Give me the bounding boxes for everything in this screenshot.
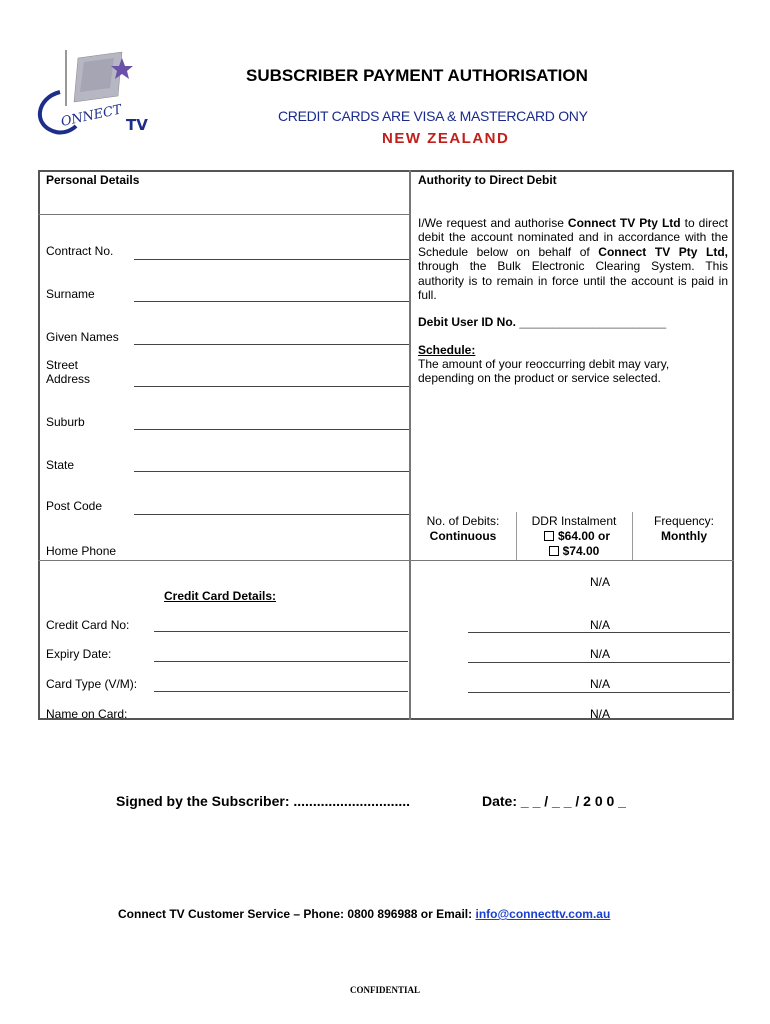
section-divider	[38, 560, 734, 561]
schedule-divider-2	[632, 512, 633, 560]
state-label: State	[46, 458, 75, 472]
contract-field[interactable]	[134, 259, 409, 260]
post-code-label: Post Code	[46, 499, 103, 513]
expiry-date-field[interactable]	[154, 661, 408, 662]
email-link[interactable]: info@connecttv.com.au	[475, 907, 611, 921]
street-label: Street	[46, 358, 79, 372]
ddr-instalment-cell	[520, 514, 628, 559]
na-value: N/A	[589, 618, 610, 632]
frequency-cell	[636, 514, 732, 544]
customer-service-footer: Connect TV Customer Service – Phone: 0800 896988 or Email: info@connecttv.com.au	[118, 907, 611, 921]
confidential-label: CONFIDENTIAL	[349, 985, 420, 995]
svg-text:TV: TV	[126, 116, 148, 134]
authority-heading: Authority to Direct Debit	[418, 173, 557, 187]
na-value: N/A	[589, 647, 610, 661]
na-line	[468, 692, 730, 693]
given-names-field[interactable]	[134, 344, 409, 345]
na-line	[468, 662, 730, 663]
personal-header-divider	[38, 214, 410, 215]
no-of-debits-cell	[414, 514, 512, 544]
card-type-label: Card Type (V/M):	[46, 677, 138, 691]
expiry-date-label: Expiry Date:	[46, 647, 112, 661]
ddr-option-74[interactable]: $74.00	[520, 544, 628, 559]
credit-card-heading: Credit Card Details:	[164, 589, 277, 603]
svg-text:ONNECT: ONNECT	[59, 102, 124, 130]
credit-card-no-label: Credit Card No:	[46, 618, 130, 632]
address-label: Address	[46, 372, 91, 386]
country-heading: NEW ZEALAND	[382, 130, 510, 147]
column-divider	[409, 170, 411, 720]
schedule-divider-1	[516, 512, 517, 560]
subscriber-signature-line[interactable]: Signed by the Subscriber: ..............................	[116, 793, 411, 809]
debit-user-id: Debit User ID No. ______________________	[418, 315, 667, 329]
suburb-label: Suburb	[46, 415, 85, 429]
checkbox-icon[interactable]	[549, 546, 559, 556]
surname-field[interactable]	[134, 301, 409, 302]
no-of-debits-value: Continuous	[429, 529, 497, 543]
ddr-option-64[interactable]: $64.00 or	[520, 529, 628, 544]
contract-label: Contract No.	[46, 244, 114, 258]
na-value: N/A	[589, 707, 610, 721]
home-phone-label: Home Phone	[46, 544, 117, 558]
na-line	[468, 632, 730, 633]
checkbox-icon[interactable]	[544, 531, 554, 541]
personal-details-heading: Personal Details	[46, 173, 140, 187]
street-address-field[interactable]	[134, 386, 409, 387]
na-value: N/A	[589, 677, 610, 691]
given-names-label: Given Names	[46, 330, 119, 344]
state-field[interactable]	[134, 471, 409, 472]
suburb-field[interactable]	[134, 429, 409, 430]
schedule-text: The amount of your reoccurring debit may vary, depending on the product or service selected.	[418, 357, 670, 386]
authority-paragraph: I/We request and authorise Connect TV Pty Ltd to direct debit the account nominated and in accordance with the Schedule below on behalf of Connect TV Pty Ltd, through the Bulk Electronic Clearing System. This authority is to remain in force until the account is paid in full.	[418, 216, 728, 303]
frequency-value: Monthly	[661, 529, 707, 543]
no-of-debits-label: No. of Debits:	[426, 514, 500, 528]
signature-date-line[interactable]: Date: _ _ / _ _ / 2 0 0 _	[482, 793, 626, 809]
post-code-field[interactable]	[134, 514, 409, 515]
surname-label: Surname	[46, 287, 95, 301]
ddr-instalment-label: DDR Instalment	[531, 514, 617, 528]
schedule-heading: Schedule:	[418, 343, 476, 357]
credit-card-no-field[interactable]	[154, 631, 408, 632]
na-value: N/A	[589, 575, 610, 589]
frequency-label: Frequency:	[653, 514, 715, 528]
card-types-subtitle: CREDIT CARDS ARE VISA & MASTERCARD ONY	[278, 108, 588, 124]
name-on-card-label: Name on Card:	[46, 707, 128, 721]
card-type-field[interactable]	[154, 691, 408, 692]
connect-tv-logo	[34, 48, 160, 148]
page-title: SUBSCRIBER PAYMENT AUTHORISATION	[246, 66, 588, 85]
